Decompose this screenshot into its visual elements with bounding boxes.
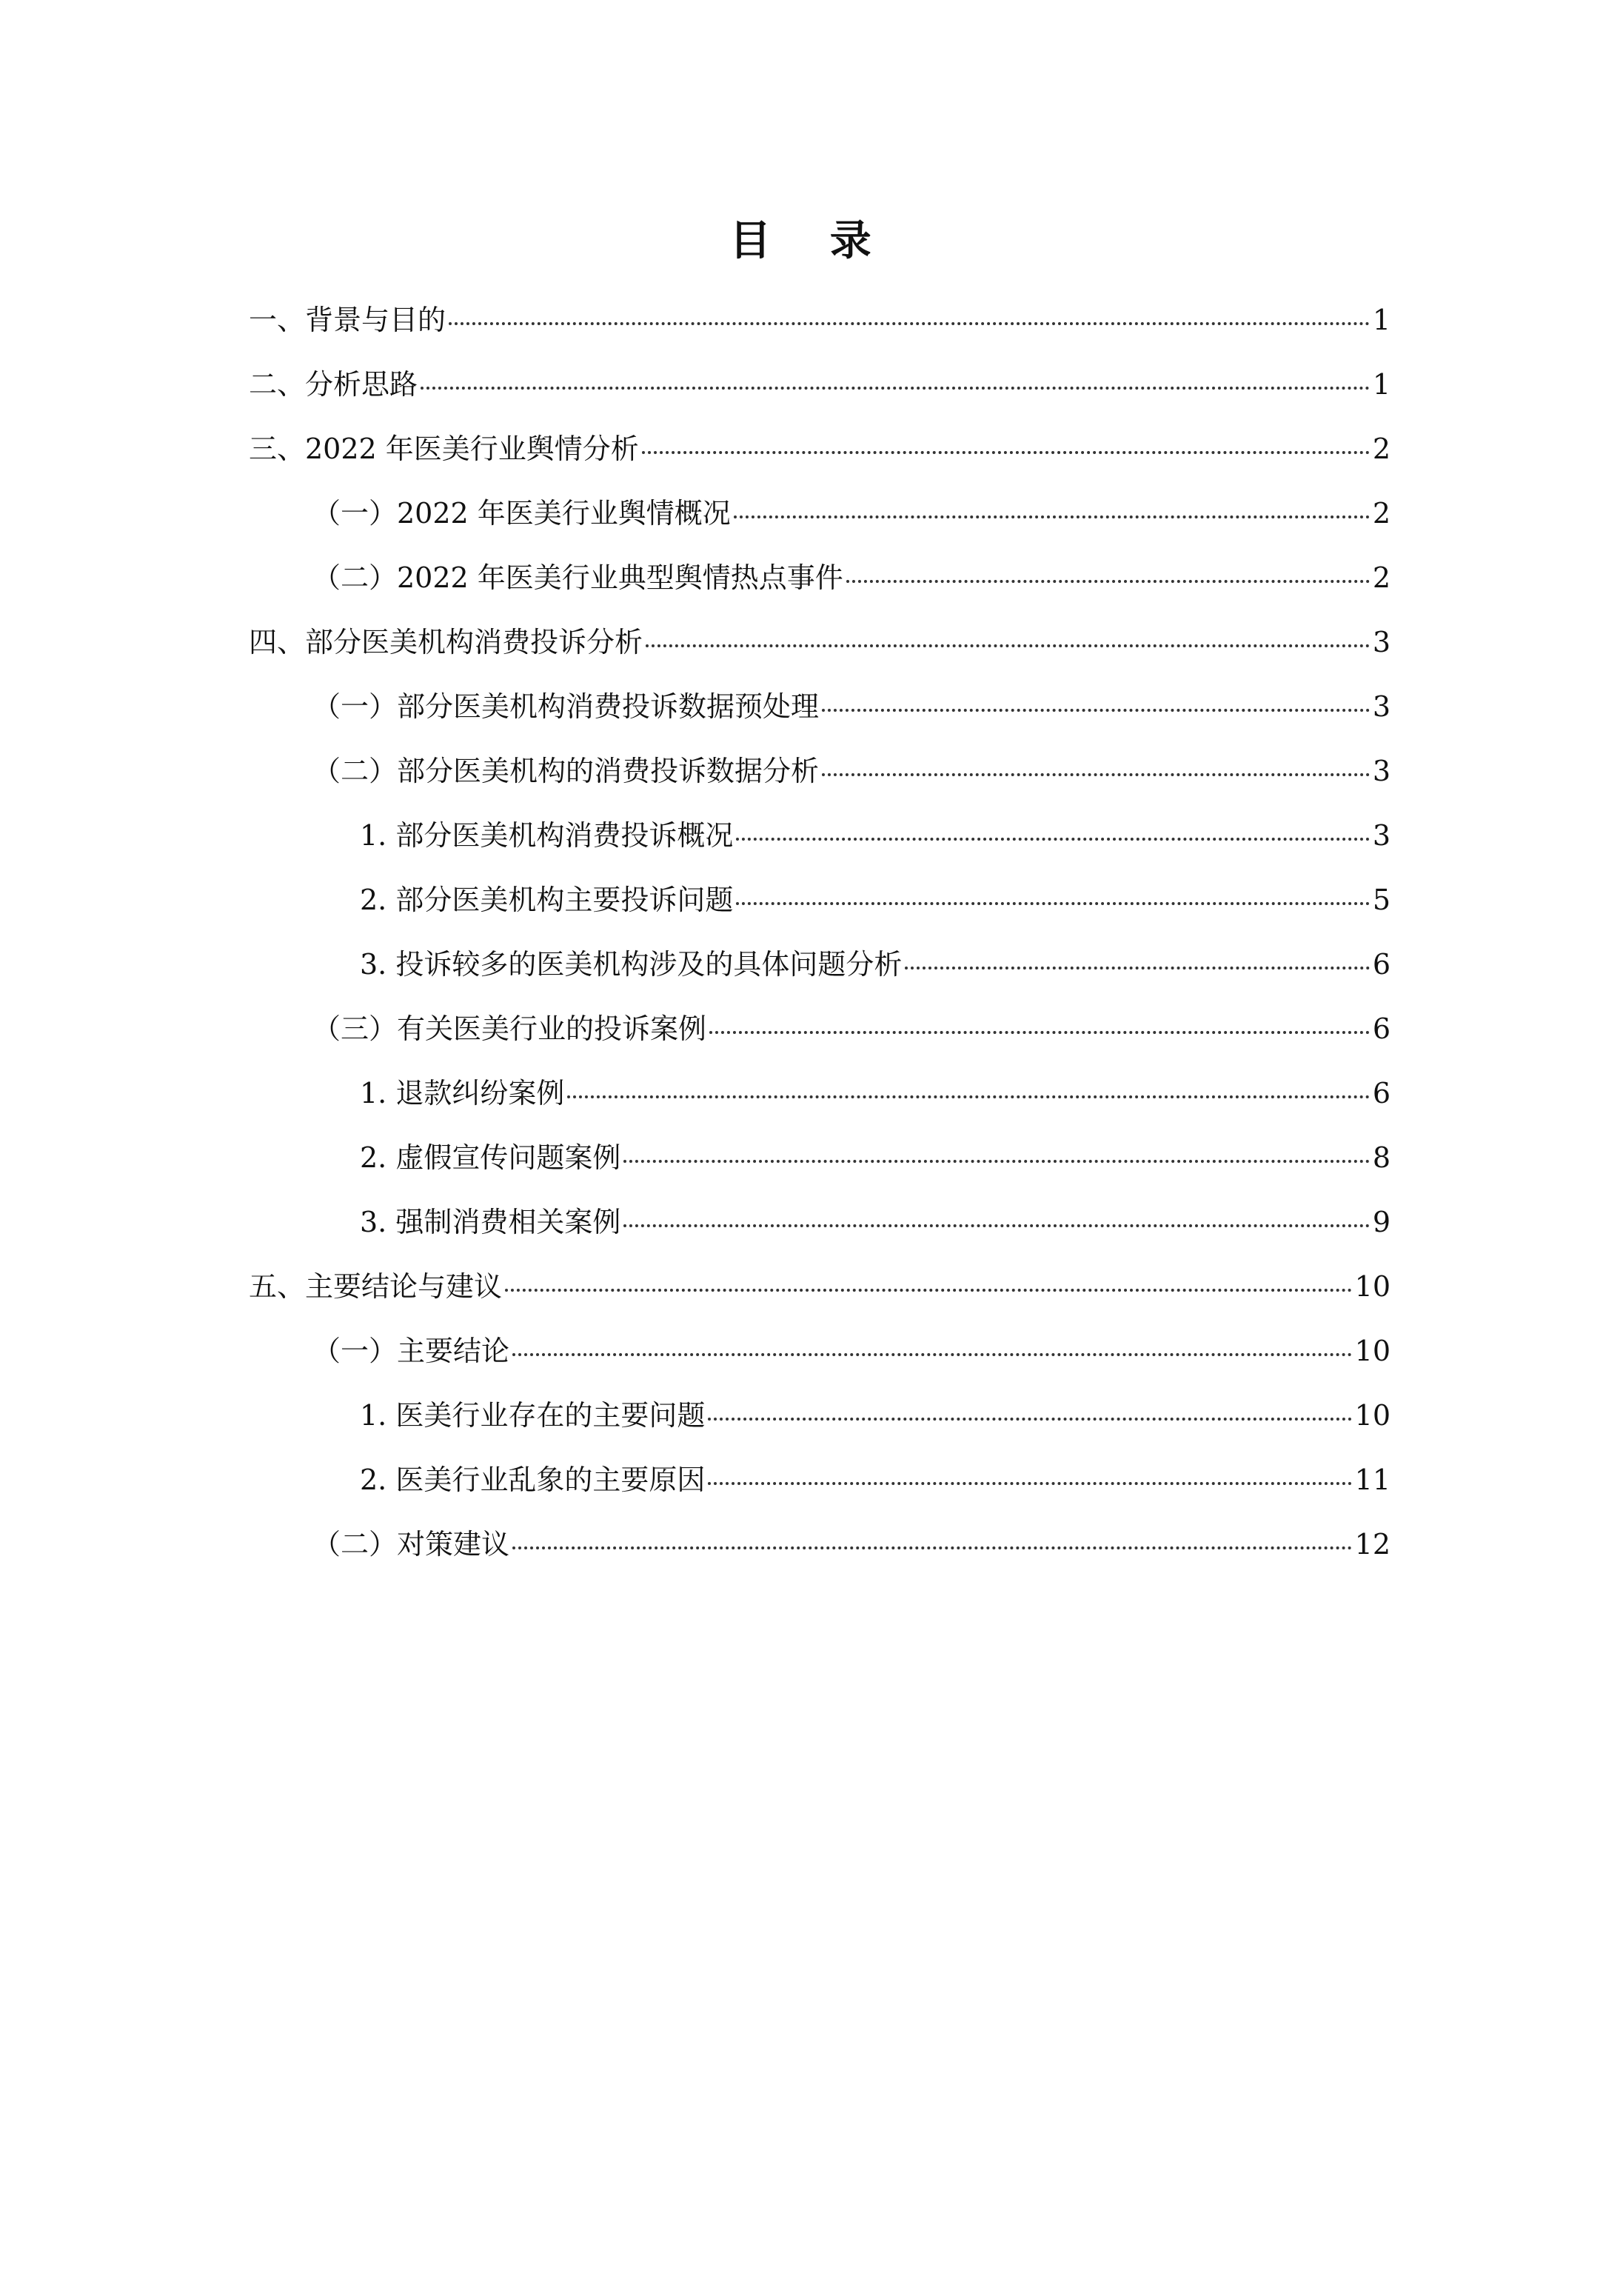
toc-page-number: 3 bbox=[1372, 819, 1391, 852]
toc-page-number: 1 bbox=[1372, 304, 1391, 336]
toc-dot-leader bbox=[642, 451, 1370, 454]
toc-entry-text: 一、背景与目的 bbox=[249, 304, 446, 336]
toc-entry[interactable] bbox=[249, 427, 1391, 471]
toc-dot-leader bbox=[822, 773, 1370, 776]
toc-dot-leader bbox=[512, 1546, 1352, 1549]
toc-entry-text: 五、主要结论与建议 bbox=[249, 1270, 503, 1303]
toc-entry-text: 3. 投诉较多的医美机构涉及的具体问题分析 bbox=[360, 948, 903, 981]
toc-page-number: 2 bbox=[1372, 561, 1391, 594]
toc-entry[interactable] bbox=[249, 362, 1391, 407]
toc-entry-text: 2. 部分医美机构主要投诉问题 bbox=[360, 884, 734, 916]
toc-entry[interactable] bbox=[360, 942, 1391, 987]
toc-page-number: 10 bbox=[1354, 1270, 1391, 1303]
toc-entry[interactable] bbox=[312, 1329, 1391, 1373]
toc-entry-text: （一）主要结论 bbox=[312, 1335, 510, 1367]
toc-dot-leader bbox=[709, 1031, 1370, 1034]
toc-entry-text: （二）部分医美机构的消费投诉数据分析 bbox=[312, 755, 820, 787]
toc-entry-text: （二）2022 年医美行业典型舆情热点事件 bbox=[312, 561, 843, 594]
toc-page-number: 11 bbox=[1354, 1464, 1391, 1496]
toc-entry[interactable] bbox=[312, 684, 1391, 729]
toc-entry-text: （三）有关医美行业的投诉案例 bbox=[312, 1012, 707, 1045]
toc-dot-leader bbox=[567, 1095, 1369, 1098]
toc-entry[interactable] bbox=[360, 1135, 1391, 1180]
toc-dot-leader bbox=[623, 1224, 1369, 1227]
toc-page-number: 3 bbox=[1372, 626, 1391, 658]
toc-dot-leader bbox=[512, 1353, 1352, 1356]
toc-entry-text: 二、分析思路 bbox=[249, 368, 418, 401]
toc-page-number: 1 bbox=[1372, 368, 1391, 401]
toc-entry-text: 2. 虚假宣传问题案例 bbox=[360, 1141, 621, 1174]
toc-page-number: 10 bbox=[1354, 1335, 1391, 1367]
toc-page-number: 9 bbox=[1372, 1206, 1391, 1238]
toc-dot-leader bbox=[734, 515, 1370, 518]
toc-page-number: 3 bbox=[1372, 690, 1391, 723]
toc-entry-text: （二）对策建议 bbox=[312, 1528, 510, 1561]
toc-entry[interactable] bbox=[249, 298, 1391, 342]
toc-entry[interactable] bbox=[249, 1264, 1391, 1309]
toc-dot-leader bbox=[905, 967, 1369, 970]
toc-entry-text: 2. 医美行业乱象的主要原因 bbox=[360, 1464, 706, 1496]
toc-entry[interactable] bbox=[249, 620, 1391, 664]
toc-entry-text: 1. 部分医美机构消费投诉概况 bbox=[360, 819, 734, 852]
toc-entry-text: 1. 医美行业存在的主要问题 bbox=[360, 1399, 706, 1432]
toc-page-number: 2 bbox=[1372, 433, 1391, 465]
toc-page-number: 2 bbox=[1372, 497, 1391, 530]
toc-entry[interactable] bbox=[360, 1071, 1391, 1115]
toc-entry[interactable] bbox=[360, 813, 1391, 858]
toc-page-number: 10 bbox=[1354, 1399, 1391, 1432]
toc-dot-leader bbox=[846, 580, 1370, 583]
toc-entry[interactable] bbox=[360, 878, 1391, 922]
toc-entry-text: 3. 强制消费相关案例 bbox=[360, 1206, 621, 1238]
toc-entry[interactable] bbox=[312, 555, 1391, 600]
toc-dot-leader bbox=[646, 644, 1370, 647]
toc-entry[interactable] bbox=[312, 1007, 1391, 1051]
toc-entry-text: 三、2022 年医美行业舆情分析 bbox=[249, 433, 639, 465]
toc-dot-leader bbox=[822, 709, 1370, 712]
toc-page-number: 8 bbox=[1372, 1141, 1391, 1174]
toc-entry-text: （一）部分医美机构消费投诉数据预处理 bbox=[312, 690, 820, 723]
toc-dot-leader bbox=[505, 1289, 1352, 1292]
page-title: 目 录 bbox=[729, 217, 894, 265]
toc-dot-leader bbox=[736, 838, 1369, 841]
toc-entry[interactable] bbox=[312, 1522, 1391, 1566]
toc-entry-text: 四、部分医美机构消费投诉分析 bbox=[249, 626, 643, 658]
toc-dot-leader bbox=[421, 387, 1370, 390]
toc-dot-leader bbox=[708, 1482, 1351, 1485]
toc-entry[interactable] bbox=[360, 1393, 1391, 1438]
toc-page-number: 6 bbox=[1372, 1077, 1391, 1109]
toc-dot-leader bbox=[623, 1160, 1369, 1163]
toc-page-number: 3 bbox=[1372, 755, 1391, 787]
toc-entry-text: 1. 退款纠纷案例 bbox=[360, 1077, 565, 1109]
toc-dot-leader bbox=[736, 902, 1369, 905]
toc-page-number: 6 bbox=[1372, 948, 1391, 981]
toc-entry[interactable] bbox=[360, 1200, 1391, 1244]
toc-page-number: 6 bbox=[1372, 1012, 1391, 1045]
toc-entry[interactable] bbox=[312, 749, 1391, 793]
toc-entry-text: （一）2022 年医美行业舆情概况 bbox=[312, 497, 731, 530]
toc-dot-leader bbox=[449, 322, 1370, 325]
toc-page-number: 5 bbox=[1372, 884, 1391, 916]
toc-page-number: 12 bbox=[1354, 1528, 1391, 1561]
toc-dot-leader bbox=[708, 1418, 1351, 1421]
toc-entry[interactable] bbox=[360, 1458, 1391, 1502]
toc-entry[interactable] bbox=[312, 491, 1391, 535]
